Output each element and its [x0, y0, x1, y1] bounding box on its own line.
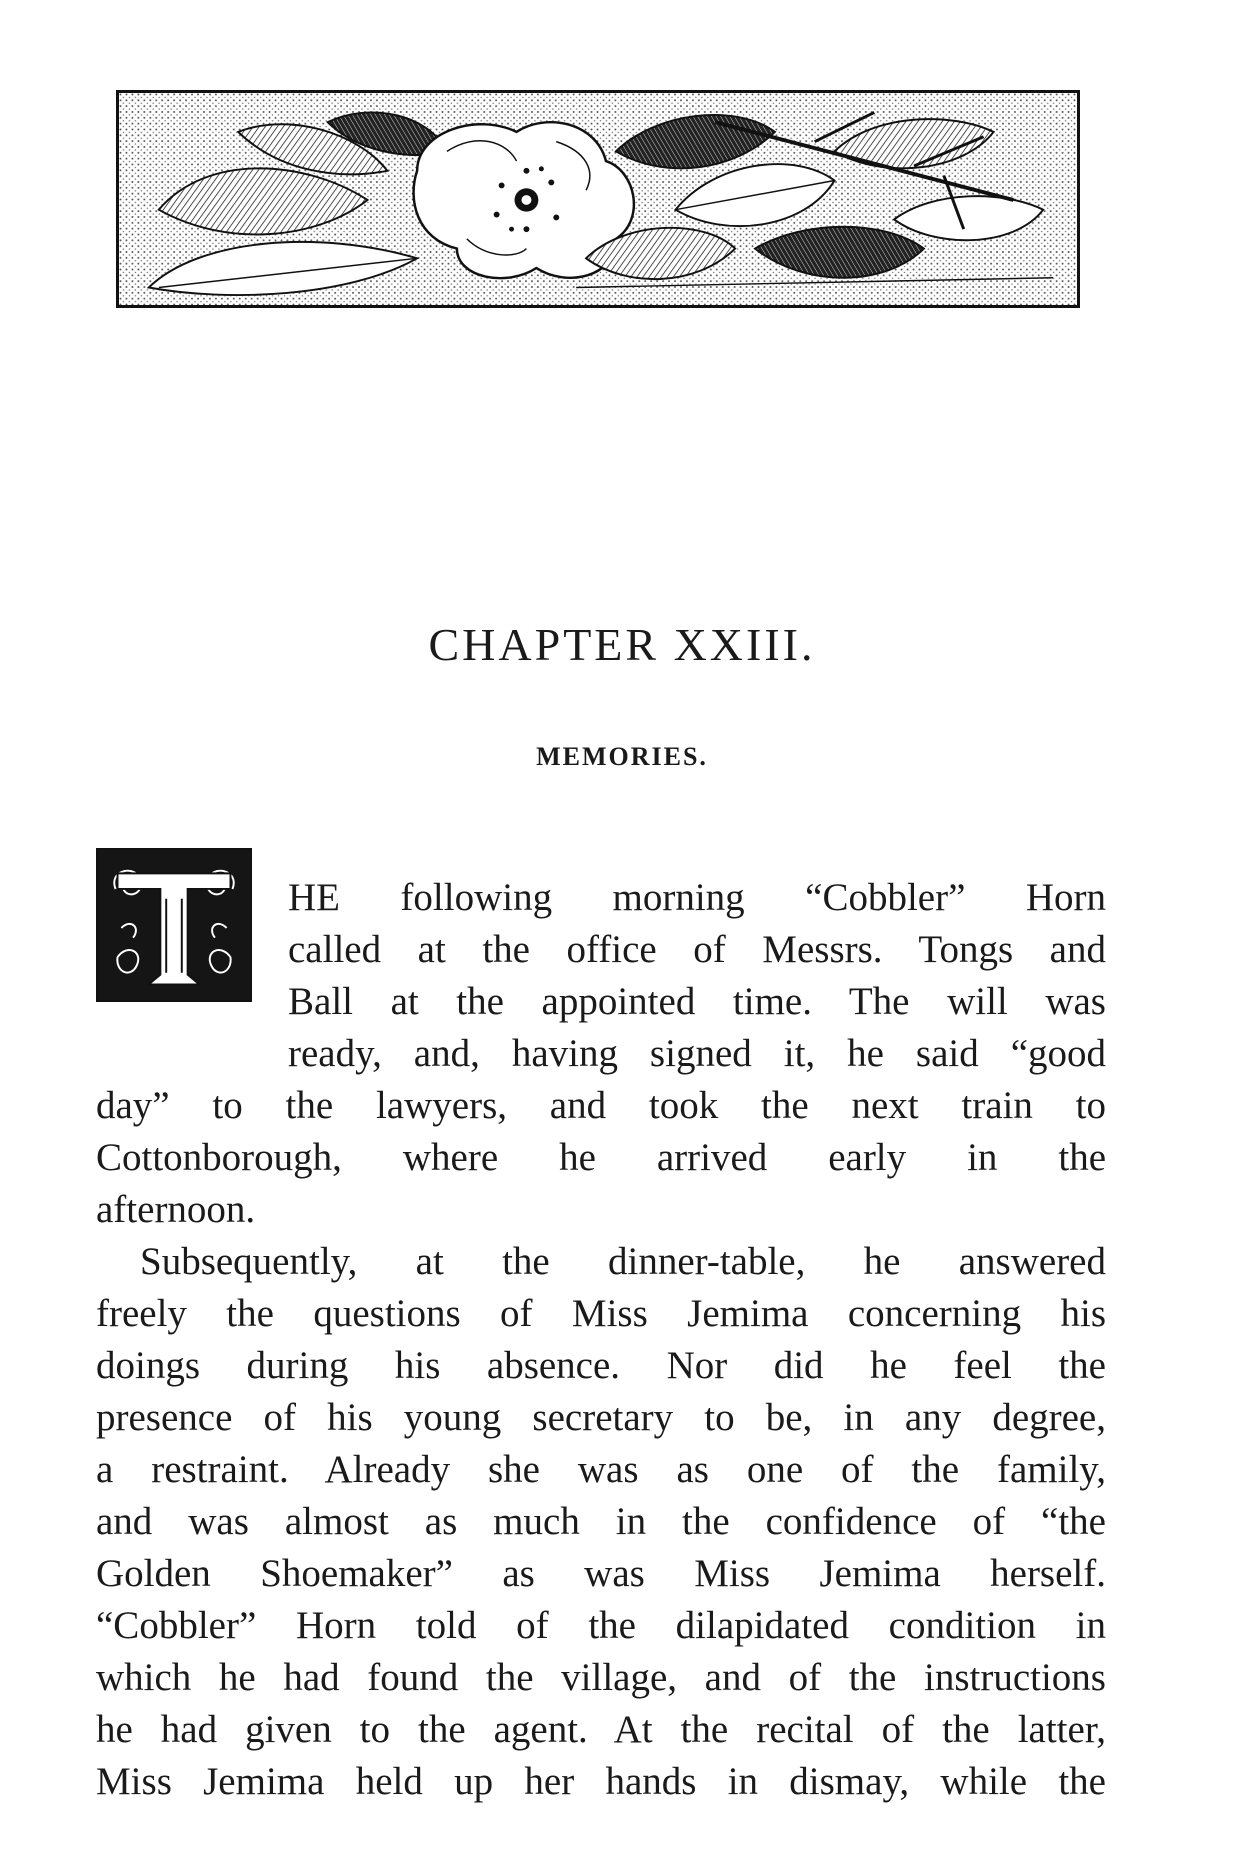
text-line: day” to the lawyers, and took the next train to	[96, 1084, 1106, 1127]
text-line: a restraint. Already she was as one of the family,	[96, 1448, 1106, 1491]
text-line: afternoon.	[96, 1188, 256, 1231]
paragraph-opening-indented	[288, 872, 1106, 1080]
text-line: Ball at the appointed time. The will was	[288, 980, 1106, 1023]
text-line: “Cobbler” Horn told of the dilapidated condition in	[96, 1604, 1106, 1647]
text-line: presence of his young secretary to be, in any degree,	[96, 1396, 1106, 1439]
text-line: Cottonborough, where he arrived early in the	[96, 1136, 1106, 1179]
dropcap-t-letter	[98, 850, 250, 1000]
text-line: which he had found the village, and of the instructions	[96, 1656, 1106, 1699]
chapter-subtitle: MEMORIES.	[536, 742, 708, 771]
text-line: and was almost as much in the confidence of “the	[96, 1500, 1106, 1543]
paragraph-second	[96, 1236, 1106, 1808]
text-line: he had given to the agent. At the recital of the latter,	[96, 1708, 1106, 1751]
text-line: freely the questions of Miss Jemima concerning his	[96, 1292, 1106, 1335]
text-line: ready, and, having signed it, he said “good	[288, 1032, 1106, 1075]
text-line: doings during his absence. Nor did he feel the	[96, 1344, 1106, 1387]
text-line: Subsequently, at the dinner-table, he answered	[140, 1240, 1106, 1283]
text-line: Miss Jemima held up her hands in dismay, while the	[96, 1760, 1106, 1803]
text-line: HE following morning “Cobbler” Horn	[288, 876, 1106, 919]
text-line: called at the office of Messrs. Tongs and	[288, 928, 1106, 971]
floral-engraving-illustration	[119, 93, 1077, 305]
ornamental-dropcap	[96, 848, 252, 1002]
floral-header-banner	[116, 90, 1080, 308]
chapter-title: CHAPTER XXIII.	[428, 619, 816, 670]
paragraph-opening-continued	[96, 1080, 1106, 1236]
text-line: Golden Shoemaker” as was Miss Jemima herself.	[96, 1552, 1106, 1595]
